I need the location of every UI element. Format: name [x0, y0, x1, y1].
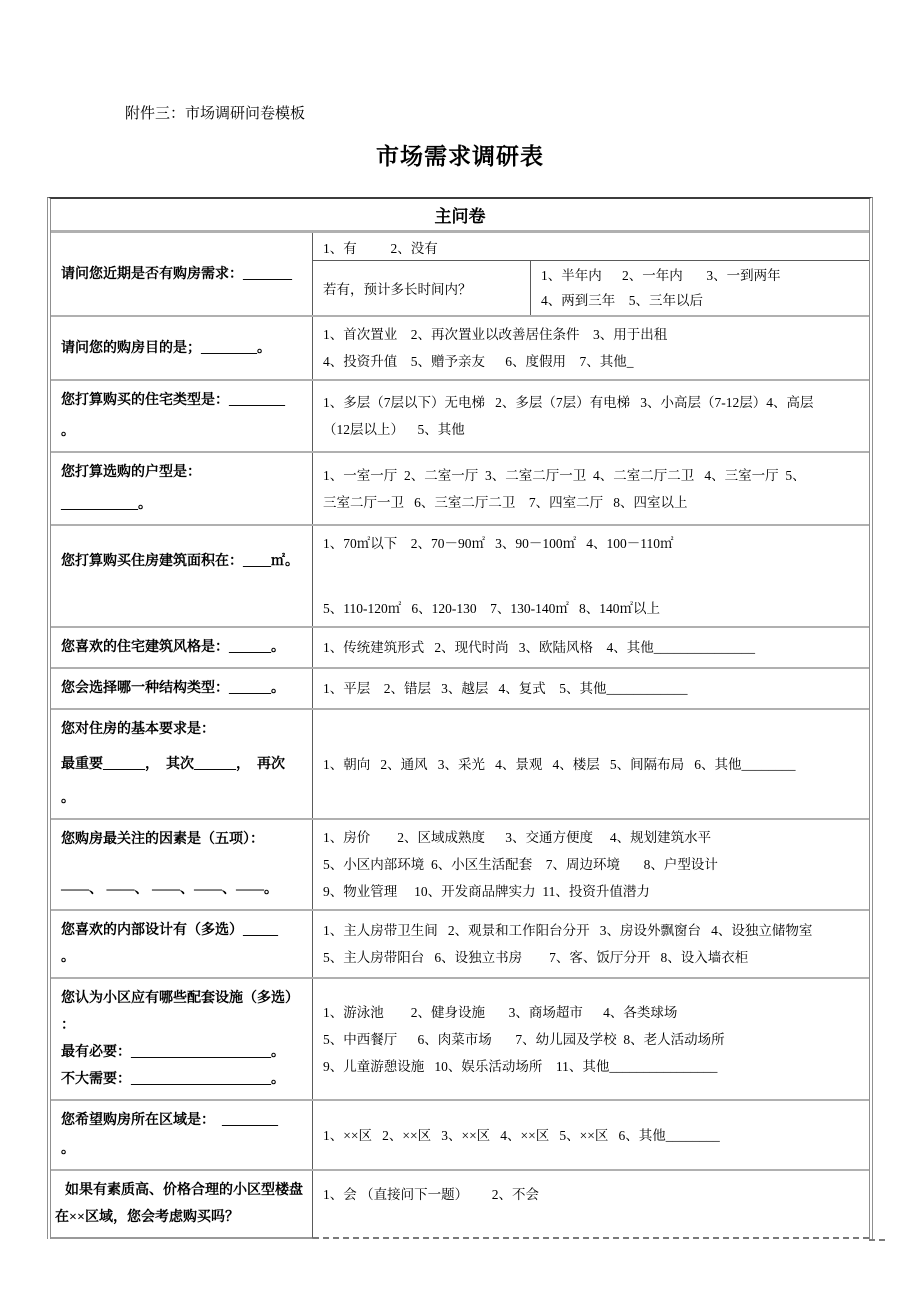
- row-q6: [51, 628, 869, 669]
- option-line: 1、首次置业 2、再次置业以改善居住条件 3、用于出租: [323, 327, 668, 342]
- option-line: 4、投资升值 5、赠予亲友 6、度假用 7、其他_: [323, 354, 634, 369]
- row-q10: [51, 911, 869, 979]
- question-text-period: 。: [61, 950, 75, 965]
- option-line: 1、房价 2、区域成熟度 3、交通方便度 4、规划建筑水平: [323, 830, 712, 845]
- options-cell-q5: [313, 526, 869, 626]
- question-text: 您喜欢的内部设计有（多选）_____: [61, 923, 278, 938]
- question-text: 您打算选购的户型是：: [61, 465, 201, 480]
- question-text: 您购房最关注的因素是（五项）：: [61, 832, 264, 847]
- question-cell-q7: [51, 669, 313, 708]
- question-text-period: 。: [61, 791, 75, 806]
- row-q2: [51, 317, 869, 381]
- row-q1: [51, 233, 869, 317]
- question-cell-q11: [51, 979, 313, 1099]
- question-cell-q9: [51, 820, 313, 909]
- question-text-colon: ：: [61, 1018, 75, 1033]
- option-line: 4、两到三年 5、三年以后: [541, 293, 703, 308]
- row-q7: [51, 669, 869, 710]
- answer-blank: ___________。: [61, 497, 152, 512]
- option-line: 5、小区内部环境 6、小区生活配套 7、周边环境 8、户型设计: [323, 857, 718, 872]
- option-line: 1、半年内 2、一年内 3、一到两年: [541, 268, 781, 283]
- question-text-period: 。: [61, 424, 75, 439]
- row-q11: [51, 979, 869, 1101]
- question-cell-q13: [51, 1171, 313, 1239]
- option-line: 三室二厅一卫 6、三室二厅二卫 7、四室二厅 8、四室以上: [323, 494, 688, 510]
- question-text: 您对住房的基本要求是：: [61, 722, 215, 737]
- question-text: 您打算购买的住宅类型是：________: [61, 393, 285, 408]
- option-line: 1、一室一厅 2、二室一厅 3、二室二厅一卫 4、二室二厅二卫 4、三室一厅 5、: [323, 467, 806, 483]
- options-cell-q12: [313, 1101, 869, 1169]
- answer-blank: 最有必要：____________________。: [61, 1045, 285, 1060]
- options-cell-q13: [313, 1171, 869, 1239]
- options-cell-q6: [313, 628, 869, 667]
- option-line: 5、主人房带阳台 6、设独立书房 7、客、饭厅分开 8、设入墙衣柜: [323, 950, 749, 965]
- sub-question-row: [313, 261, 869, 315]
- option-line: 1、70㎡以下 2、70－90㎡ 3、90－100㎡ 4、100－110㎡: [323, 536, 674, 551]
- question-text: 您会选择哪一种结构类型：______。: [61, 681, 285, 696]
- question-text: 您打算购买住房建筑面积在：____㎡。: [61, 554, 299, 569]
- question-text: 如果有素质高、价格合理的小区型楼盘在××区域，您会考虑购买吗？: [55, 1183, 303, 1225]
- question-text: 请问您近期是否有购房需求：_______: [61, 266, 292, 282]
- dashed-border-extension: [869, 1239, 885, 1241]
- options-cell-q8: [313, 710, 869, 818]
- option-line: 5、110-120㎡ 6、120-130 7、130-140㎡ 8、140㎡以上: [323, 601, 660, 616]
- option-line: 1、传统建筑形式 2、现代时尚 3、欧陆风格 4、其他_______________: [323, 640, 755, 655]
- options-cell-q11: [313, 979, 869, 1099]
- option-line: 1、游泳池 2、健身设施 3、商场超市 4、各类球场: [323, 1004, 678, 1020]
- question-cell-q10: [51, 911, 313, 977]
- option-line: 1、朝向 2、通风 3、采光 4、景观 4、楼层 5、间隔布局 6、其他________: [323, 756, 796, 772]
- question-cell-q3: [51, 381, 313, 451]
- sub-options-cell: [531, 261, 869, 315]
- option-line: 1、平层 2、错层 3、越层 4、复式 5、其他____________: [323, 681, 688, 696]
- answer-area-q1: [313, 233, 869, 315]
- question-text: 请问您的购房目的是；________。: [61, 340, 271, 356]
- questionnaire-table: [47, 197, 873, 1239]
- option-line: 9、物业管理 10、开发商品牌实力 11、投资升值潜力: [323, 884, 650, 899]
- option-line: 1、多层（7层以下）无电梯 2、多层（7层）有电梯 3、小高层（7-12层）4、高层: [323, 395, 814, 410]
- option-line: （12层以上） 5、其他: [323, 422, 465, 437]
- options-cell-q2: [313, 317, 869, 379]
- row-q5: [51, 526, 869, 628]
- option-line: 1、主人房带卫生间 2、观景和工作阳台分开 3、房设外飘窗台 4、设独立储物室: [323, 923, 813, 938]
- option-line: 1、××区 2、××区 3、××区 4、××区 5、××区 6、其他________: [323, 1127, 720, 1143]
- options-cell-q9: [313, 820, 869, 909]
- question-cell-q5: [51, 526, 313, 626]
- table-header-main: 主问卷: [51, 199, 869, 233]
- options-cell-q10: [313, 911, 869, 977]
- option-line: 5、中西餐厅 6、肉菜市场 7、幼儿园及学校 8、老人活动场所: [323, 1031, 725, 1047]
- question-cell-q2: [51, 317, 313, 379]
- question-text: 您认为小区应有哪些配套设施（多选）: [61, 991, 299, 1006]
- question-cell-q1: [51, 233, 313, 315]
- question-text-period: 。: [61, 1142, 75, 1157]
- option-line: 9、儿童游憩设施 10、娱乐活动场所 11、其他________________: [323, 1058, 718, 1074]
- answer-blank: 不大需要：____________________。: [61, 1072, 285, 1087]
- row-q4: [51, 453, 869, 526]
- options-cell-q3: [313, 381, 869, 451]
- answer-blank: ——、 ——、 ——、——、——。: [61, 882, 278, 897]
- options-cell-q4: [313, 453, 869, 524]
- row-q8: [51, 710, 869, 820]
- question-cell-q6: [51, 628, 313, 667]
- options-cell-q7: [313, 669, 869, 708]
- row-q13: [51, 1171, 869, 1239]
- answer-blank: 最重要______， 其次______， 再次: [61, 756, 285, 772]
- option-line: 1、会 （直接问下一题） 2、不会: [323, 1187, 539, 1202]
- question-cell-q4: [51, 453, 313, 524]
- question-text: 您希望购房所在区域是： ________: [61, 1113, 278, 1128]
- question-cell-q12: [51, 1101, 313, 1169]
- attachment-label: 附件三：市场调研问卷模板: [125, 106, 306, 122]
- row-q9: [51, 820, 869, 911]
- sub-question-label: 若有，预计多长时间内？: [313, 261, 531, 315]
- question-text: 您喜欢的住宅建筑风格是：______。: [61, 640, 285, 655]
- row-q3: [51, 381, 869, 453]
- row-q12: [51, 1101, 869, 1171]
- option-line: 1、有 2、没有: [313, 233, 869, 261]
- page-title: 市场需求调研表: [376, 144, 544, 169]
- question-cell-q8: [51, 710, 313, 818]
